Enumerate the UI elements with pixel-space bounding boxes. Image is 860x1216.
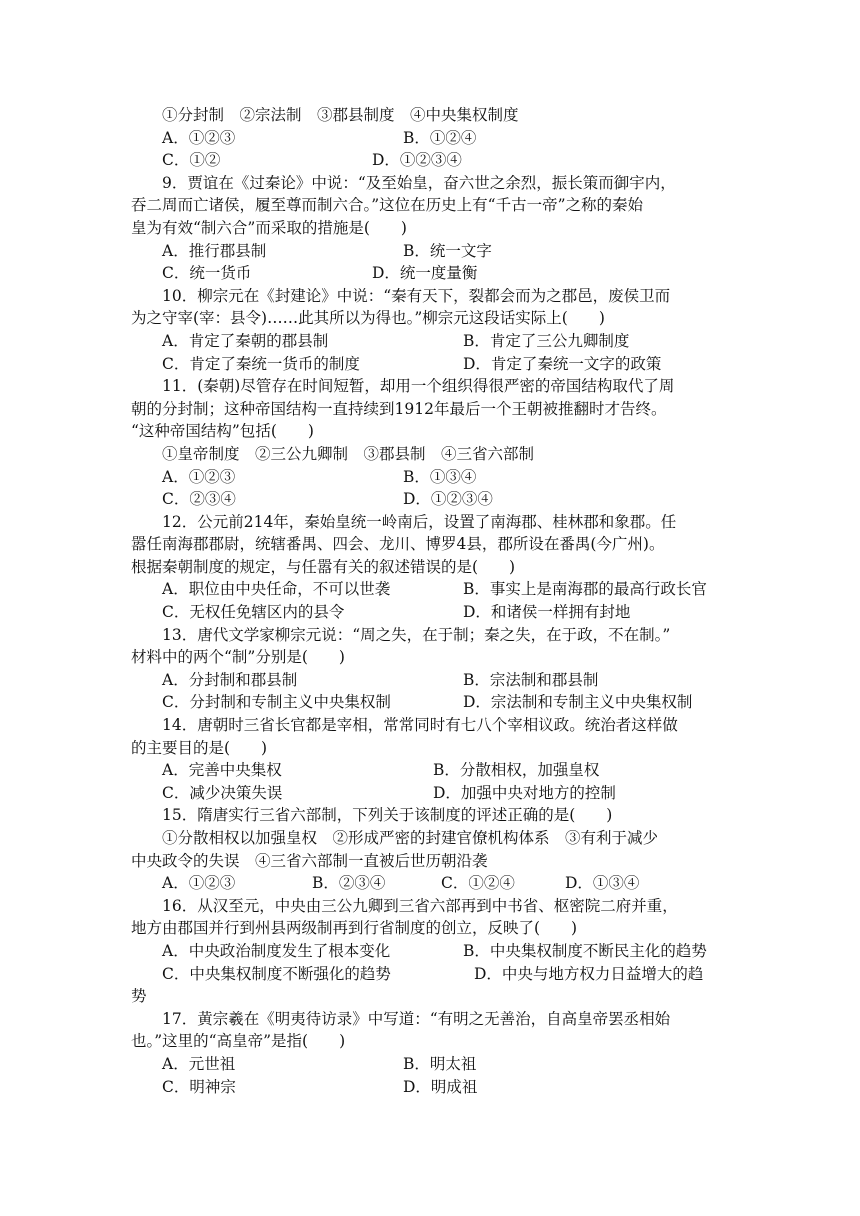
answer-option: A．职位由中央任命，不可以世袭 (162, 580, 391, 599)
answer-option: A．中央政治制度发生了根本变化 (162, 941, 391, 960)
answer-option: D．加强中央对地方的控制 (433, 783, 616, 802)
answer-option: C．无权任免辖区内的县令 (162, 603, 345, 622)
text-line: ①分封制 ②宗法制 ③郡县制度 ④中央集权制度 (162, 106, 519, 124)
option-row (131, 759, 737, 782)
option-row (131, 940, 737, 963)
answer-option: D．①②③④ (403, 490, 493, 509)
answer-option: A．推行郡县制 (162, 241, 267, 260)
answer-option: B．统一文字 (403, 241, 492, 260)
answer-option: D．和诸侯一样拥有封地 (463, 603, 631, 622)
answer-option: C．①②④ (441, 874, 515, 893)
text-line: 材料中的两个“制”分别是( ) (131, 648, 345, 667)
answer-option: D．①②③④ (372, 151, 462, 170)
answer-option: D．明成祖 (403, 1077, 478, 1096)
text-line: 吞二周而亡诸侯，履至尊而制六合。”这位在历史上有“千古一帝”之称的秦始 (131, 196, 644, 215)
text-line: 14．唐朝时三省长官都是宰相，常常同时有七八个宰相议政。统治者这样做 (162, 716, 678, 735)
answer-option: C．分封制和专制主义中央集权制 (162, 693, 391, 712)
option-row (131, 578, 737, 601)
text-line: 17．黄宗羲在《明夷待访录》中写道：“有明之无善治，自高皇帝罢丞相始 (162, 1009, 671, 1028)
option-row (131, 691, 737, 714)
option-row (131, 963, 737, 986)
answer-option: A．①②③ (162, 874, 236, 893)
answer-option: A．完善中央集权 (162, 761, 282, 780)
option-row (131, 330, 737, 353)
answer-option: A．肯定了秦朝的郡县制 (162, 331, 329, 350)
text-line: 15．隋唐实行三省六部制，下列关于该制度的评述正确的是( ) (162, 806, 613, 825)
text-line: 9．贾谊在《过秦论》中说：“及至始皇，奋六世之余烈，振长策而御宇内， (162, 173, 676, 192)
answer-option: B．②③④ (312, 874, 386, 893)
text-line: 16．从汉至元，中央由三公九卿到三省六部再到中书省、枢密院二府并重， (162, 896, 678, 915)
answer-option: B．事实上是南海郡的最高行政长官 (463, 580, 707, 599)
text-line: 也。”这里的“高皇帝”是指( ) (131, 1032, 346, 1051)
answer-option: B．①③④ (403, 467, 477, 486)
question-list (131, 104, 737, 1098)
answer-option: A．①②③ (162, 467, 236, 486)
answer-option: A．①②③ (162, 128, 236, 147)
option-row (131, 240, 737, 263)
answer-option: D．中央与地方权力日益增大的趋 (474, 964, 704, 983)
text-line: 地方由郡国并行到州县两级制再到行省制度的创立，反映了( ) (131, 919, 578, 938)
text-line: 朝的分封制；这种帝国结构一直持续到1912年最后一个王朝被推翻时才告终。 (131, 399, 667, 418)
option-row (131, 149, 737, 172)
option-row (131, 782, 737, 805)
answer-option: B．宗法制和郡县制 (463, 670, 599, 689)
option-row (131, 466, 737, 489)
text-line: “这种帝国结构”包括( ) (131, 422, 314, 441)
answer-option: C．减少决策失误 (162, 783, 283, 802)
text-line: 中央政令的失误 ④三省六部制一直被后世历朝沿袭 (131, 851, 488, 870)
answer-option: B．中央集权制度不断民主化的趋势 (463, 941, 707, 960)
answer-option: A．元世祖 (162, 1054, 236, 1073)
text-line: 的主要目的是( ) (131, 738, 268, 757)
text-line: 12．公元前214年，秦始皇统一岭南后，设置了南海郡、桂林郡和象郡。任 (162, 512, 677, 531)
text-line: 势 (131, 987, 147, 1006)
option-row (131, 127, 737, 150)
answer-option: D．统一度量衡 (372, 264, 478, 283)
answer-option: D．宗法制和专制主义中央集权制 (463, 693, 693, 712)
text-line: 13．唐代文学家柳宗元说：“周之失，在于制；秦之失，在于政，不在制。” (162, 625, 671, 644)
text-line: 为之守宰(宰：县令)……此其所以为得也。”柳宗元这段话实际上( ) (131, 309, 605, 328)
option-row (131, 262, 737, 285)
option-row (131, 353, 737, 376)
option-row (131, 1076, 737, 1099)
answer-option: B．肯定了三公九卿制度 (463, 331, 630, 350)
text-line: 10．柳宗元在《封建论》中说：“秦有天下，裂都会而为之郡邑，废侯卫而 (162, 286, 671, 305)
answer-option: C．肯定了秦统一货币的制度 (162, 354, 360, 373)
answer-option: B．明太祖 (403, 1054, 477, 1073)
answer-option: B．分散相权，加强皇权 (433, 761, 600, 780)
option-row (131, 872, 737, 895)
text-line: 根据秦朝制度的规定，与任嚣有关的叙述错误的是( ) (131, 557, 516, 576)
answer-option: C．明神宗 (162, 1077, 236, 1096)
text-line: 皇为有效“制六合”而采取的措施是( ) (131, 218, 407, 237)
text-line: ①分散相权以加强皇权 ②形成严密的封建官僚机构体系 ③有利于减少 (162, 829, 659, 847)
option-row (131, 488, 737, 511)
answer-option: D．①③④ (565, 874, 640, 893)
answer-option: C．①② (162, 151, 221, 170)
option-row (131, 1053, 737, 1076)
option-row (131, 601, 737, 624)
text-line: 嚣任南海郡郡尉，统辖番禺、四会、龙川、博罗4县，郡所设在番禺(今广州)。 (131, 535, 665, 554)
option-row (131, 669, 737, 692)
answer-option: C．中央集权制度不断强化的趋势 (162, 964, 391, 983)
answer-option: C．统一货币 (162, 264, 252, 283)
answer-option: A．分封制和郡县制 (162, 670, 298, 689)
text-line: ①皇帝制度 ②三公九卿制 ③郡县制 ④三省六部制 (162, 444, 535, 463)
answer-option: B．①②④ (403, 128, 477, 147)
answer-option: C．②③④ (162, 490, 236, 509)
answer-option: D．肯定了秦统一文字的政策 (463, 354, 662, 373)
text-line: 11．(秦朝)尽管存在时间短暂，却用一个组织得很严密的帝国结构取代了周 (162, 377, 675, 396)
